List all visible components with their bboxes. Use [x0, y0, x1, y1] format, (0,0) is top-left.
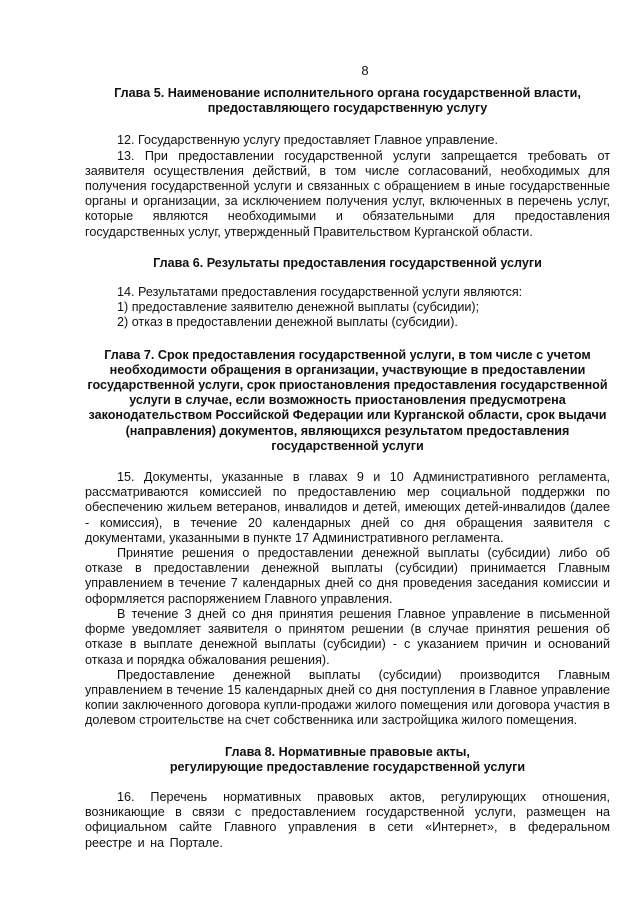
chapter-5-heading: Глава 5. Наименование исполнительного органа государственной власти, предоставляющего государственную услугу	[114, 86, 581, 116]
chapter-7-heading: Глава 7. Срок предоставления государственной услуги, в том числе с учетом необходимости обращения в организации, участвующие в предоставлении государственной услуги, срок приостановления предоставления государственной услуги в случае, если возможность приостановления предусмотрена законодательством Российской Федерации или Курганской области, срок выдачи (направления) документов, являющихся результатом предоставления государственной услуги	[87, 347, 608, 453]
paragraph-14: 14. Результатами предоставления государственной услуги являются:	[117, 285, 523, 300]
document-body	[85, 86, 610, 851]
chapter-8-heading-line-2: регулирующие предоставление государственной услуги	[169, 759, 526, 774]
chapter-8-heading-line-1: Глава 8. Нормативные правовые акты,	[225, 744, 470, 759]
paragraph-15: 15. Документы, указанные в главах 9 и 10 Административного регламента, рассматриваются комиссией по предоставлению мер социальной поддержки по обеспечению жильем ветеранов, инвалидов и детей, имеющих детей-инвалидов (далее - комиссия), в течение 20 календарных дней со дня обращения заявителя с документами, указанными в пункте 17 Административного регламента.	[85, 470, 610, 545]
paragraph-12: 12. Государственную услугу предоставляет Главное управление.	[117, 133, 499, 148]
result-item-1: 1) предоставление заявителю денежной выплаты (субсидии);	[117, 300, 480, 315]
page-number: 8	[361, 63, 369, 78]
paragraph-15-payment: Предоставление денежной выплаты (субсидии) производится Главным управлением в течение 15 календарных дней со дня поступления в Главное управление копии заключенного договора купли-продажи жилого помещения или договора участия в долевом строительстве на счет собственника или застройщика жилого помещения.	[85, 667, 610, 728]
result-item-2: 2) отказ в предоставлении денежной выплаты (субсидии).	[117, 315, 458, 330]
paragraph-16: 16. Перечень нормативных правовых актов, регулирующих отношения, возникающие в связи с предоставлением государственной услуги, размещен на официальном сайте Главного управления в сети «Интернет», в федеральном реестре и на Портале.	[85, 789, 610, 850]
chapter-8-heading	[85, 745, 610, 775]
paragraph-15-decision: Принятие решения о предоставлении денежной выплаты (субсидии) либо об отказе в предоставлении денежной выплаты (субсидии) принимается Главным управлением в течение 7 календарных дней со дня проведения заседания комиссии и оформляется распоряжением Главного управления.	[85, 546, 610, 606]
paragraph-15-notification: В течение 3 дней со дня принятия решения Главное управление в письменной форме уведомляет заявителя о принятом решении (в случае принятия решения об отказе в выплате денежной выплаты (субсидии) - с указанием причин и оснований отказа и порядка обжалования решения).	[85, 606, 610, 667]
chapter-6-heading: Глава 6. Результаты предоставления государственной услуги	[153, 255, 542, 270]
paragraph-13: 13. При предоставлении государственной услуги запрещается требовать от заявителя осуществления действий, в том числе согласований, необходимых для получения государственной услуги и связанных с обращением в иные государственные органы и организации, за исключением получения услуг, включенных в перечень услуг, которые являются необходимыми и обязательными для предоставления государственных услуг, утвержденный Правительством Курганской области.	[85, 148, 610, 239]
